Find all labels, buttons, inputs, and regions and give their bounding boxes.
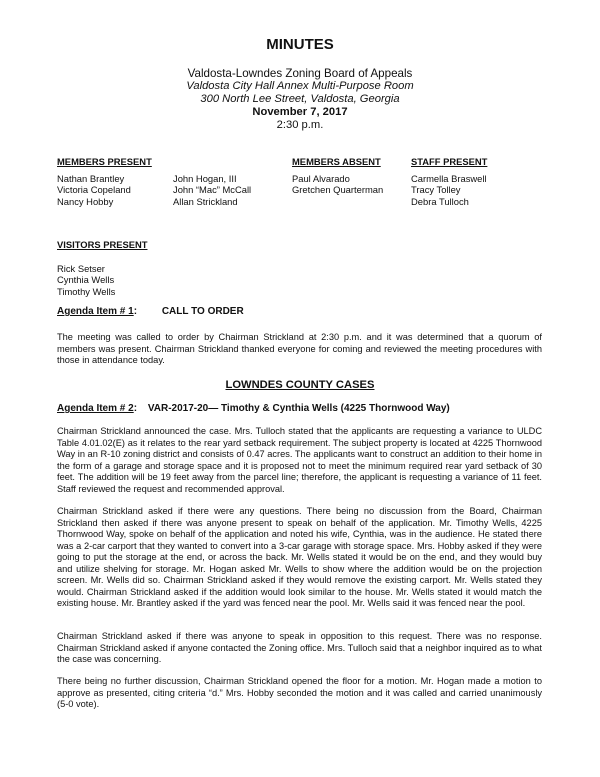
members-present-heading: MEMBERS PRESENT bbox=[57, 156, 152, 167]
board-name: Valdosta-Lowndes Zoning Board of Appeals bbox=[187, 67, 413, 80]
meeting-location: Valdosta City Hall Annex Multi-Purpose Room bbox=[186, 80, 414, 92]
visitors-list bbox=[57, 263, 115, 297]
agenda-item-2-paragraph-1: Chairman Strickland announced the case. Mrs. Tulloch stated that the applicants are requesting a variance to ULDC Table 4.01.02(E) as it relates to the rear yard setback requirement. The subject property is located at 4225 Thornwood Way in an R-10 zoning district and consists of 0.47 acres. The applicants want to construct an addition to their home in the form of a garage and storage space and it is proposed not to meet the minimum required rear yard setback of 30 feet. The addition will be 19 feet away from the parcel line; therefore, the applicant is requesting a variance of 11 feet. Staff reviewed the request and recommended approval. bbox=[57, 426, 542, 494]
agenda-item-2-heading bbox=[57, 403, 450, 414]
member-name: Allan Strickland bbox=[173, 195, 238, 207]
staff-name: Carmella Braswell bbox=[411, 173, 487, 184]
members-absent-list bbox=[292, 173, 383, 196]
agenda-item-1-title: CALL TO ORDER bbox=[161, 306, 244, 317]
members-absent-heading: MEMBERS ABSENT bbox=[292, 156, 381, 167]
agenda-item-1-heading bbox=[57, 306, 244, 317]
staff-name: Tracy Tolley bbox=[411, 184, 461, 196]
staff-present-heading: STAFF PRESENT bbox=[411, 156, 488, 167]
member-name: John Hogan, III bbox=[173, 173, 237, 184]
page-title: MINUTES bbox=[266, 36, 334, 53]
member-name: Paul Alvarado bbox=[292, 173, 350, 184]
members-present-col1 bbox=[57, 173, 131, 207]
agenda-item-2-title: VAR-2017-20— Timothy & Cynthia Wells (4225 Thornwood Way) bbox=[147, 403, 450, 414]
member-name: John “Mac” McCall bbox=[173, 184, 252, 196]
agenda-item-2-paragraph-3: Chairman Strickland asked if there was anyone to speak in opposition to this request. There was no response. Chairman Strickland asked if anyone contacted the Zoning office. Mrs. Tulloch said that a neighbor inquired as to what the case was concerning. bbox=[57, 631, 542, 665]
agenda-item-2-colon: : bbox=[133, 403, 138, 414]
agenda-item-2-paragraph-4: There being no further discussion, Chairman Strickland opened the floor for a motion. Mr. Hogan made a motion to approve as presented, citing criteria “d.” Mrs. Hobby seconded the motion and it was called and carried unanimously (5-0 vote). bbox=[57, 676, 542, 710]
meeting-date: November 7, 2017 bbox=[252, 106, 348, 118]
staff-present-list bbox=[411, 173, 487, 207]
agenda-item-2-label: Agenda Item # 2 bbox=[57, 403, 134, 414]
visitor-name: Timothy Wells bbox=[57, 285, 116, 297]
member-name: Nancy Hobby bbox=[57, 195, 114, 207]
visitor-name: Cynthia Wells bbox=[57, 274, 115, 286]
agenda-item-2-paragraph-2: Chairman Strickland asked if there were any questions. There being no discussion from the Board, Chairman Strickland then asked if there was anyone present to speak on behalf of the application. Mr. Timothy Wells, 4225 Thornwood Way, spoke on behalf of the application and noted his wife, Cynthia, was in the audience. He stated there was a 2-car carport that they wanted to convert into a 3-car garage with storage space. Mrs. Hobby asked if they were going to put the storage at the end, or across the back. Mr. Wells stated it would be on the end, and they would buy and utilize shelving for storage. Mr. Hogan asked Mr. Wells to show where the addition would be on the projection screen. Mr. Wells did so. Chairman Strickland asked if they would remove the existing carport. Mr. Wells stated they would. Chairman Strickland asked if the addition would look similar to the house. Mr. Wells stated it would match the existing house. Mr. Brantley asked if the yard was fenced near the pool. Mr. Wells said it was fenced near the pool. bbox=[57, 506, 542, 609]
member-name: Gretchen Quarterman bbox=[292, 184, 384, 196]
staff-name: Debra Tulloch bbox=[411, 195, 469, 207]
visitors-present-heading: VISITORS PRESENT bbox=[57, 239, 148, 250]
agenda-item-1-colon: : bbox=[133, 306, 138, 317]
meeting-address: 300 North Lee Street, Valdosta, Georgia bbox=[200, 93, 400, 105]
member-name: Nathan Brantley bbox=[57, 173, 125, 184]
members-present-col2 bbox=[173, 173, 251, 207]
agenda-item-1-text: The meeting was called to order by Chairman Strickland at 2:30 p.m. and it was determined that a quorum of members was present. Chairman Strickland thanked everyone for coming and reviewed the meeting procedures with those in attendance today. bbox=[57, 332, 542, 366]
member-name: Victoria Copeland bbox=[57, 184, 131, 196]
visitor-name: Rick Setser bbox=[57, 263, 105, 274]
agenda-item-1-label: Agenda Item # 1 bbox=[57, 306, 134, 317]
section-title: LOWNDES COUNTY CASES bbox=[225, 379, 375, 391]
meeting-time: 2:30 p.m. bbox=[276, 119, 324, 131]
